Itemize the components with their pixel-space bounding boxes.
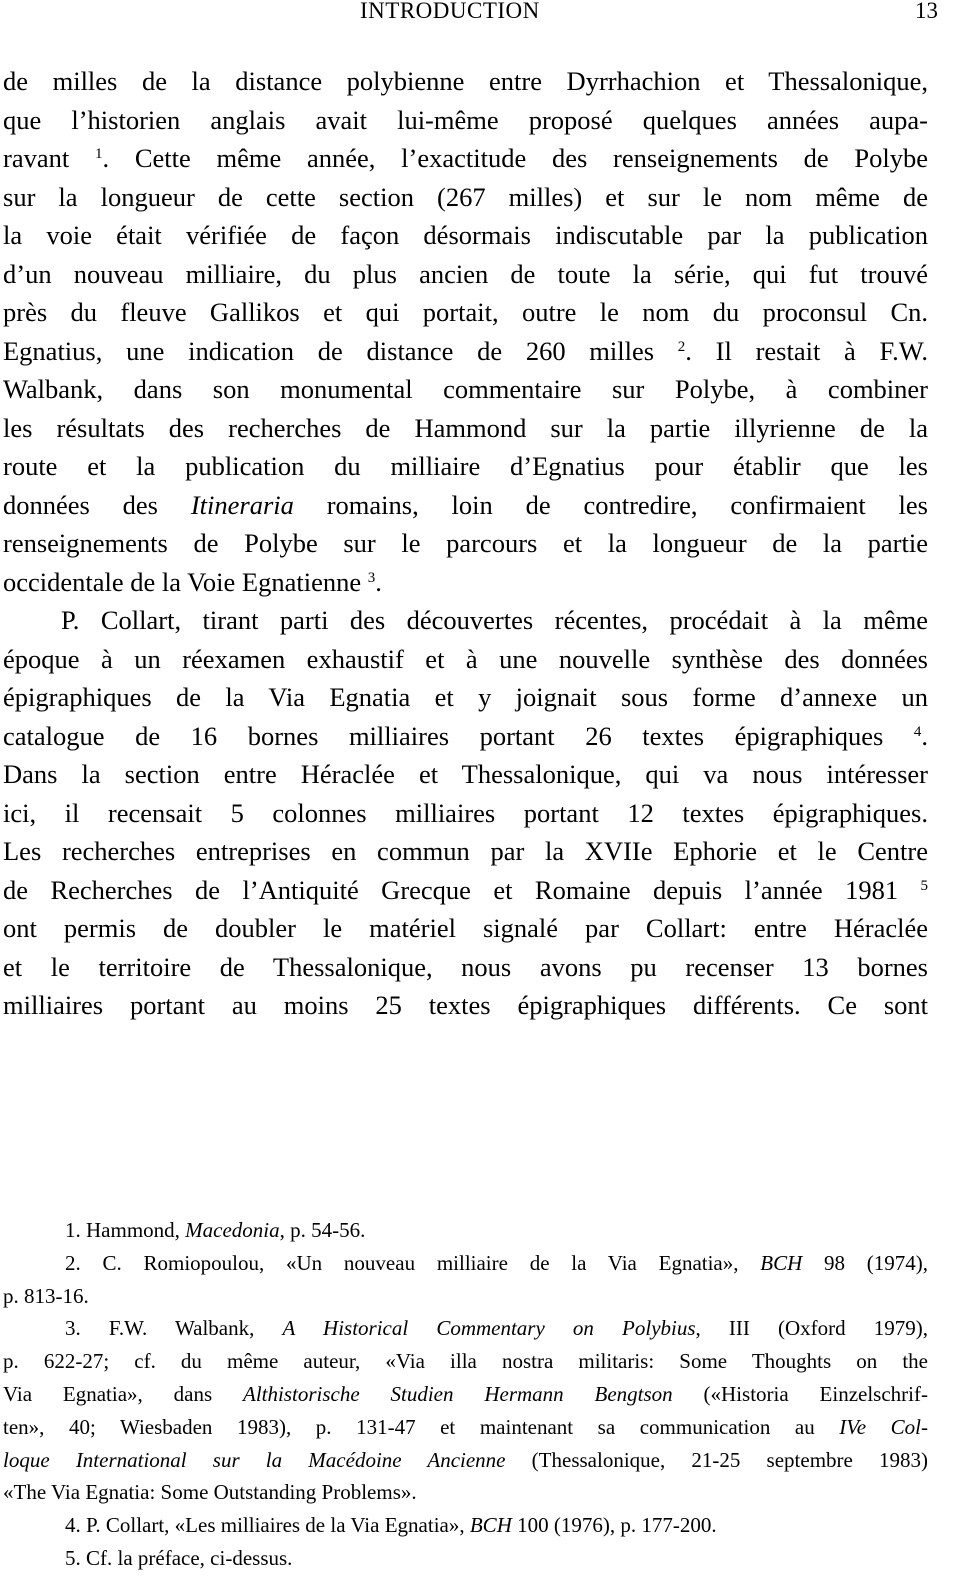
text-run: près du fleuve Gallikos et qui portait, outre le nom du proconsul Cn. (3, 297, 928, 327)
text-run: occidentale de la Voie Egnatienne (3, 566, 368, 597)
text-run: «The Via Egnatia: Some Outstanding Problems». (3, 1480, 417, 1505)
text-line (3, 909, 928, 948)
text-run: 98 (1974), (802, 1250, 928, 1275)
text-run: . (921, 720, 928, 751)
text-run: milliaires portant au moins 25 textes épigraphiques différents. Ce sont (3, 990, 928, 1020)
footnote-line (3, 1476, 928, 1509)
text-run: 4. P. Collart, «Les milliaires de la Via Egnatia», (65, 1513, 470, 1538)
footnote-line (3, 1509, 928, 1542)
text-run: (Thessalonique, 21-25 septembre 1983) (505, 1447, 928, 1472)
text-line (3, 755, 928, 794)
text-run: Les recherches entreprises en commun par la XVIIe Ephorie et le Centre (3, 836, 928, 866)
text-line (3, 948, 928, 987)
italic-run: A Historical Commentary on Polybius (282, 1316, 696, 1341)
text-run: de Recherches de l’Antiquité Grecque et Romaine depuis l’année 1981 (3, 874, 921, 905)
text-run: Egnatius, une indication de distance de 260 milles (3, 335, 678, 366)
footnote-marker: 2 (677, 338, 686, 355)
italic-run: Althistorische Studien Hermann Bengtson (243, 1381, 673, 1406)
footnote-line (3, 1312, 928, 1345)
text-line (3, 62, 928, 101)
running-header (0, 0, 960, 28)
running-title: INTRODUCTION (360, 0, 540, 23)
text-line (3, 794, 928, 833)
text-run: ten», 40; Wiesbaden 1983), p. 131-47 et maintenant sa communication au (3, 1414, 840, 1439)
text-run: . Cette même année, l’exactitude des renseignements de Polybe (102, 143, 928, 173)
text-run: romains, loin de contredire, confirmaient les (293, 489, 928, 520)
page-number: 13 (915, 0, 938, 23)
text-run: Dans la section entre Héraclée et Thessalonique, qui va nous intéresser (3, 759, 928, 789)
text-line (3, 640, 928, 679)
text-run: 3. F.W. Walbank, (65, 1316, 283, 1341)
text-line (3, 409, 928, 448)
text-run: catalogue de 16 bornes milliaires portant 26 textes épigraphiques (3, 720, 914, 751)
footnote-line (3, 1280, 928, 1313)
text-line (3, 101, 928, 140)
text-line (3, 563, 928, 602)
text-run: . Il restait à F.W. (685, 335, 928, 366)
text-run: de milles de la distance polybienne entre Dyrrhachion et Thessalonique, (3, 66, 928, 96)
text-run: époque à un réexamen exhaustif et à une nouvelle synthèse des données (3, 643, 928, 674)
footnote-marker: 1 (94, 146, 103, 162)
footnote-line (3, 1542, 928, 1575)
italic-run: IVe Col- (839, 1414, 928, 1439)
text-line (3, 216, 928, 255)
italic-run: BCH (760, 1250, 803, 1275)
text-run: 2. C. Romiopoulou, «Un nouveau milliaire de la Via Egnatia», (65, 1250, 761, 1275)
text-run: et le territoire de Thessalonique, nous avons pu recenser 13 bornes (3, 951, 928, 982)
text-run: 5. Cf. la préface, ci-dessus. (65, 1545, 293, 1570)
main-text (3, 62, 928, 1025)
text-run: route et la publication du milliaire d’Egnatius pour établir que les (3, 451, 928, 481)
italic-run: Itineraria (190, 489, 294, 520)
text-run: . (375, 566, 382, 597)
text-run: Via Egnatia», dans (3, 1381, 243, 1406)
text-run: données des (3, 489, 191, 520)
text-run: Walbank, dans son monumental commentaire sur Polybe, à combiner (3, 374, 928, 404)
text-run: p. 622-27; cf. du même auteur, «Via illa nostra militaris: Some Thoughts on the (3, 1349, 928, 1374)
footnote-line (3, 1247, 928, 1280)
text-run: , p. 54-56. (279, 1218, 366, 1242)
text-line (3, 986, 928, 1025)
text-line (3, 486, 928, 525)
text-run: ont permis de doubler le matériel signalé par Collart: entre Héraclée (3, 913, 928, 943)
text-run: 100 (1976), p. 177-200. (511, 1513, 717, 1538)
text-run: («Historia Einzelschrif- (672, 1381, 928, 1406)
italic-run: BCH (469, 1513, 512, 1538)
text-run: la voie était vérifiée de façon désormais indiscutable par la publication (3, 220, 928, 250)
text-run: , III (Oxford 1979), (695, 1316, 928, 1341)
footnote-marker: 5 (920, 877, 928, 894)
text-run: épigraphiques de la Via Egnatia et y joignait sous forme d’annexe un (3, 682, 928, 712)
text-run: renseignements de Polybe sur le parcours et la longueur de la partie (3, 528, 928, 558)
text-line (3, 447, 928, 486)
text-line (3, 871, 928, 910)
text-run: p. 813-16. (3, 1283, 89, 1308)
text-line (3, 370, 928, 409)
footnote-marker: 4 (913, 723, 922, 740)
text-line (3, 678, 928, 717)
text-line (3, 832, 928, 871)
text-line (3, 332, 928, 371)
text-run: d’un nouveau milliaire, du plus ancien de toute la série, qui fut trouvé (3, 258, 928, 289)
text-line (3, 255, 928, 294)
footnote-line (3, 1444, 928, 1477)
text-line (3, 717, 928, 756)
text-run: ici, il recensait 5 colonnes milliaires portant 12 textes épigraphiques. (3, 797, 928, 828)
text-run: sur la longueur de cette section (267 milles) et sur le nom même de (3, 181, 928, 212)
text-run: les résultats des recherches de Hammond sur la partie illyrienne de la (3, 412, 928, 443)
italic-run: Macedonia (185, 1218, 280, 1242)
text-run: que l’historien anglais avait lui-même proposé quelques années aupa- (3, 104, 928, 135)
footnote-line (3, 1411, 928, 1444)
text-line (3, 178, 928, 217)
footnote-marker: 3 (367, 569, 376, 586)
text-line (3, 524, 928, 563)
footnote-line (3, 1214, 928, 1247)
text-line (3, 139, 928, 178)
text-run: P. Collart, tirant parti des découvertes récentes, procédait à la même (61, 605, 928, 635)
text-run: ravant (3, 143, 95, 173)
footnote-line (3, 1378, 928, 1411)
text-line (3, 293, 928, 332)
footnote-line (3, 1345, 928, 1378)
text-run: 1. Hammond, (65, 1218, 186, 1242)
italic-run: loque International sur la Macédoine Ancienne (3, 1447, 506, 1472)
paragraph-start-line (3, 601, 928, 640)
footnotes (3, 1214, 928, 1575)
